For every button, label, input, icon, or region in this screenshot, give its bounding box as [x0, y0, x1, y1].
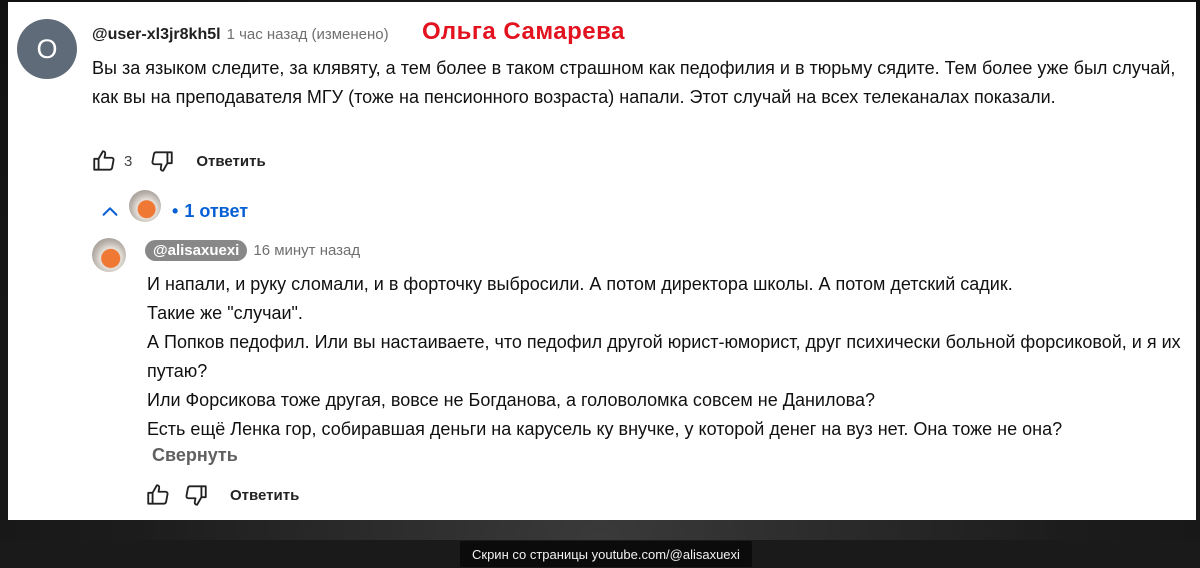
reply-author-avatar-small	[129, 190, 161, 222]
comment-author[interactable]: @user-xl3jr8kh5l	[92, 26, 221, 43]
avatar[interactable]	[92, 238, 126, 272]
like-count: 3	[124, 152, 133, 170]
reply-text-line: Такие же "случаи".	[147, 303, 303, 323]
comment-meta	[92, 26, 389, 44]
replies-count-label[interactable]: 1 ответ	[184, 201, 249, 221]
reply-button[interactable]: Ответить	[230, 486, 300, 504]
reply-text-line: Есть ещё Ленка гор, собиравшая деньги на карусель ку внучке, у которой денег на вуз нет. Она тоже не она?	[147, 419, 1063, 439]
comment-text: Вы за языком следите, за клявяту, а тем более в таком страшном как педофилия и в тюрьму сядите. Тем более уже был случай, как вы на преподавателя МГУ (тоже на пенсионного возраста) напали. Этот случай на всех телеканалах показали.	[92, 58, 1176, 107]
overlay-name-label: Ольга Самарева	[422, 18, 625, 45]
reply-author-badge[interactable]: @alisaxuexi	[145, 240, 247, 261]
reply-button[interactable]: Ответить	[196, 152, 266, 170]
bullet-separator: •	[172, 201, 179, 221]
comment-time[interactable]: 1 час назад (изменено)	[226, 26, 389, 43]
reply-time[interactable]: 16 минут назад	[253, 242, 361, 259]
replies-toggle[interactable]	[94, 196, 126, 228]
reply-text	[147, 270, 1187, 444]
thumb-up-icon[interactable]	[142, 479, 174, 511]
reply-text-line: А Попков педофил. Или вы настаиваете, что педофил другой юрист-юморист, друг психически больной форсиковой, и я их путаю?	[147, 332, 1181, 381]
thumb-down-icon[interactable]	[180, 479, 212, 511]
reply-meta	[145, 240, 360, 261]
reply-actions	[142, 479, 299, 511]
reply-text-line: Или Форсикова тоже другая, вовсе не Богданова, а головоломка совсем не Данилова?	[147, 390, 876, 410]
avatar-letter: О	[36, 33, 58, 64]
comment-actions	[88, 145, 266, 177]
collapse-button[interactable]: Свернуть	[152, 445, 238, 465]
avatar[interactable]	[17, 19, 77, 79]
chevron-up-icon[interactable]	[94, 196, 126, 228]
thumb-down-icon[interactable]	[146, 145, 178, 177]
replies-count[interactable]	[172, 201, 248, 222]
screenshot-caption: Скрин со страницы youtube.com/@alisaxuexi	[460, 541, 752, 567]
thumb-up-icon[interactable]	[88, 145, 120, 177]
comment-panel	[8, 2, 1196, 520]
reply-text-line: И напали, и руку сломали, и в форточку выбросили. А потом директора школы. А потом детский садик.	[147, 274, 1013, 294]
